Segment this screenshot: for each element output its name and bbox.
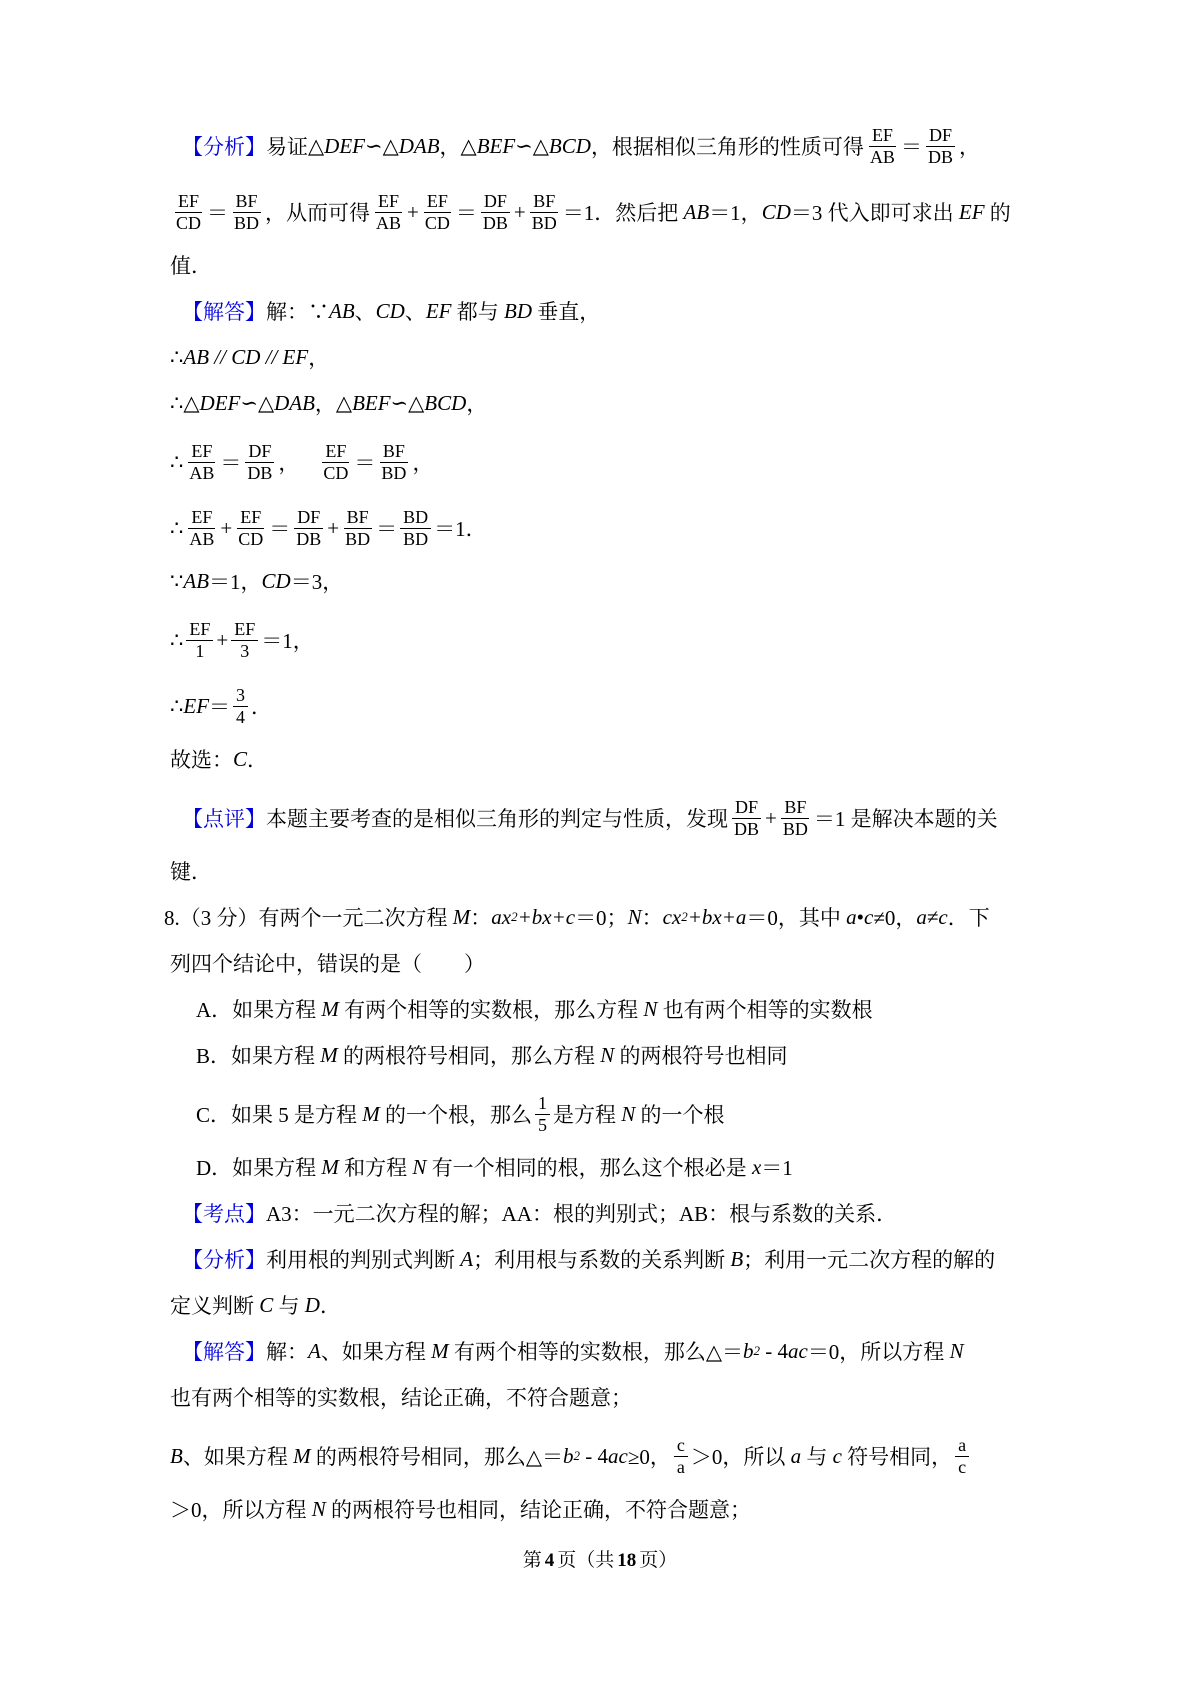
math-run: EF (958, 199, 985, 224)
doc-line (182, 790, 1086, 846)
section-tag: 【考点】 (182, 1202, 266, 1226)
text-run: ． (247, 748, 269, 772)
fraction-numerator: DF (481, 191, 510, 213)
text-run: ，根据相似三角形的性质可得 (590, 135, 864, 159)
fraction-numerator: BF (781, 797, 809, 819)
doc-line (170, 566, 1086, 596)
fraction-denominator: CD (176, 212, 202, 233)
fraction-denominator: 5 (538, 1114, 548, 1135)
math-run: CD (261, 568, 291, 593)
fraction-numerator: EF (188, 507, 215, 529)
text-run: ＝ (207, 201, 229, 225)
fraction (925, 125, 956, 167)
fraction (400, 507, 431, 549)
fraction (244, 441, 275, 483)
fraction (480, 191, 511, 233)
fraction (186, 507, 217, 549)
fraction-denominator: DB (247, 462, 273, 483)
text-run: ∴ (170, 344, 184, 369)
text-run: ： (641, 906, 663, 930)
math-run: ac (607, 1443, 628, 1468)
math-run: BD (504, 298, 532, 323)
math-run: M (431, 1338, 449, 1363)
fraction (674, 1435, 688, 1477)
fraction-numerator: 1 (535, 1093, 550, 1115)
fraction-numerator: EF (237, 507, 264, 529)
fraction-numerator: BF (344, 507, 372, 529)
section-tag: 【解答】 (182, 300, 266, 324)
bold-text: 18 (617, 1550, 637, 1571)
text-run: 有一个相同的根，那么这个根必是 (426, 1156, 752, 1180)
fraction (378, 441, 409, 483)
fraction-numerator: BD (400, 507, 431, 529)
fraction (186, 619, 213, 661)
fraction-denominator: BD (782, 818, 808, 839)
text-run: + (216, 627, 229, 652)
doc-line: 【解答】 解： A 、如果方程 M 有两个相等的实数根，那么△＝ b 2 - 4 ac ＝0，所以方程 N (182, 1336, 1086, 1366)
text-run: ， (314, 392, 336, 416)
text-run: ， (278, 451, 300, 475)
text-run: 的两根符号也相同 (614, 1044, 788, 1068)
fraction-denominator: DB (482, 212, 508, 233)
fraction-denominator: AB (869, 146, 895, 167)
text-run: - 4 (579, 1443, 608, 1468)
fraction (186, 441, 217, 483)
fraction-denominator: DB (927, 146, 953, 167)
text-run: ， (308, 346, 330, 370)
fraction-numerator: EF (186, 619, 213, 641)
text-run: 、如果方程 (182, 1445, 294, 1469)
fraction (422, 191, 453, 233)
text-run: ∵ (170, 568, 184, 593)
text-run: - 4 (759, 1338, 788, 1363)
fraction-denominator: DB (296, 528, 322, 549)
fraction-numerator: DF (294, 507, 323, 529)
fraction-numerator: EF (175, 191, 202, 213)
text-run: ， (466, 392, 488, 416)
text-run: ∴ (170, 515, 184, 540)
text-run: 易证 (266, 135, 308, 159)
fraction-numerator: BF (233, 191, 261, 213)
text-run: B．如果方程 (196, 1044, 321, 1068)
text-run: 页） (639, 1550, 678, 1571)
text-run: 也有两个相等的实数根，结论正确，不符合题意； (170, 1386, 632, 1410)
math-run: C (259, 1292, 274, 1317)
doc-line (196, 1040, 1086, 1070)
doc-line (170, 500, 1086, 556)
math-run: EF (183, 693, 210, 718)
doc-line (170, 678, 1086, 734)
fraction (231, 619, 258, 661)
math-run: b (742, 1338, 754, 1363)
text-run: ∴ (170, 693, 184, 718)
fraction-denominator: BD (531, 212, 557, 233)
fraction-denominator: a (676, 1456, 685, 1477)
text-run: ＝0； (575, 906, 628, 930)
text-run: ＝1， (209, 570, 262, 594)
fraction (780, 797, 811, 839)
math-run: N (311, 1496, 326, 1521)
text-run: A3：一元二次方程的解；AA：根的判别式；AB：根与系数的关系． (266, 1202, 898, 1226)
text-run: 利用根的判别式判断 (266, 1248, 461, 1272)
text-run: ＝ (900, 135, 922, 159)
doc-line (182, 1198, 1086, 1228)
text-run: 是方程 (553, 1103, 622, 1127)
text-run: ．下 (947, 906, 990, 930)
math-run: B (170, 1443, 183, 1468)
text-run: 值． (170, 254, 212, 278)
fraction (320, 441, 351, 483)
doc-line (170, 1382, 1086, 1412)
fraction-numerator: DF (926, 125, 955, 147)
text-run: 和方程 (338, 1156, 413, 1180)
fraction (867, 125, 898, 167)
text-run: 的 (984, 201, 1011, 225)
text-run: 都与 (451, 300, 504, 324)
fraction-denominator: CD (424, 212, 450, 233)
math-run: N (949, 1338, 964, 1363)
text-run: ∴ (170, 627, 184, 652)
fraction (373, 191, 404, 233)
math-run: △DEF∽△DAB (183, 390, 315, 415)
text-run: ＞0，所以方程 (170, 1498, 312, 1522)
page-footer (0, 1545, 1200, 1572)
section-tag: 【点评】 (182, 807, 266, 831)
bold-text: 4 (544, 1550, 555, 1571)
doc-line (170, 948, 1086, 978)
math-run: +bx+a (687, 904, 747, 929)
text-run: 、如果方程 (320, 1340, 432, 1364)
math-run: A (460, 1246, 474, 1271)
math-run: △BEF∽△BCD (460, 133, 591, 158)
doc-line (170, 612, 1086, 668)
text-run: + (220, 515, 233, 540)
text-run: 本题主要考查的是相似三角形的判定与性质，发现 (266, 807, 728, 831)
text-run: 解：∵ (266, 300, 329, 324)
math-run: AB (683, 199, 710, 224)
fraction (293, 507, 324, 549)
text-run: 有两个相等的实数根，那么方程 (338, 998, 644, 1022)
fraction (955, 1435, 969, 1477)
text-run: + (513, 199, 526, 224)
text-run: ＝1 是解决本题的关 (813, 807, 998, 831)
doc-line (170, 250, 1086, 280)
math-run: D (304, 1292, 320, 1317)
math-run: ac (787, 1338, 808, 1363)
math-run: M (320, 1042, 338, 1067)
text-run: 的两根符号相同，那么方程 (337, 1044, 601, 1068)
fraction-numerator: EF (424, 191, 451, 213)
math-run: N (621, 1101, 636, 1126)
text-run: C．如果 5 是方程 (196, 1103, 363, 1127)
fraction-numerator: BF (380, 441, 408, 463)
fraction (535, 1093, 550, 1135)
fraction-denominator: BD (234, 212, 260, 233)
text-run: 键． (170, 860, 212, 884)
fraction-denominator: CD (238, 528, 264, 549)
doc-line (170, 434, 1086, 490)
text-run: ；利用一元二次方程的解的 (743, 1248, 996, 1272)
fraction (231, 191, 262, 233)
text-run: 也有两个相等的实数根 (657, 998, 873, 1022)
text-run: 的两根符号也相同，结论正确，不符合题意； (325, 1498, 752, 1522)
text-run: 有两个相等的实数根，那么△＝ (448, 1340, 743, 1364)
text-run: 的两根符号相同，那么△＝ (310, 1445, 563, 1469)
math-run: b (562, 1443, 574, 1468)
fraction-denominator: AB (189, 462, 215, 483)
text-run: ， (412, 451, 434, 475)
fraction-denominator: 3 (240, 640, 250, 661)
math-run: N (600, 1042, 615, 1067)
text-run: ． (319, 1294, 341, 1318)
text-run: 与 (801, 1445, 833, 1469)
text-run: ＝ (209, 695, 231, 719)
math-run: CD (375, 298, 405, 323)
text-run: 解： (266, 1340, 308, 1364)
math-run: M (362, 1101, 380, 1126)
fraction-numerator: EF (322, 441, 349, 463)
text-run: ＝ (455, 201, 477, 225)
fraction-denominator: BD (403, 528, 429, 549)
text-run: ∴ (170, 449, 184, 474)
math-run: N (627, 904, 642, 929)
doc-line (182, 118, 1086, 174)
math-run: AB // CD // EF (183, 344, 309, 369)
doc-line (170, 342, 1086, 372)
text-run: + (327, 515, 340, 540)
math-run: a (790, 1443, 802, 1468)
text-run: ＝3 代入即可求出 (790, 201, 959, 225)
text-run: ＝1， (709, 201, 762, 225)
doc-line (170, 184, 1086, 240)
doc-line (170, 388, 1086, 418)
fraction-denominator: 4 (236, 706, 246, 727)
math-run: c (832, 1443, 842, 1468)
text-run: ＝0，所以方程 (807, 1340, 950, 1364)
fraction (233, 685, 248, 727)
text-run: 与 (273, 1294, 305, 1318)
text-run: ． (251, 695, 273, 719)
text-run: ≠0， (873, 906, 917, 930)
fraction-numerator: EF (188, 441, 215, 463)
fraction (529, 191, 560, 233)
text-run: 第 (522, 1550, 542, 1571)
doc-line (196, 994, 1086, 1024)
math-run: +bx+c (517, 904, 576, 929)
text-run: A．如果方程 (196, 998, 322, 1022)
doc-line (182, 296, 1086, 326)
math-run: M (321, 1154, 339, 1179)
text-run: ＝ (220, 451, 242, 475)
math-run: △DEF∽△DAB (308, 133, 440, 158)
doc-line (196, 1086, 1086, 1142)
math-run: EF (425, 298, 452, 323)
document-body (164, 118, 1086, 1540)
text-run: 的一个根 (635, 1103, 725, 1127)
text-run: ＝3， (290, 570, 344, 594)
doc-line (196, 1152, 1086, 1182)
fraction-numerator: 3 (233, 685, 248, 707)
doc-line (182, 1244, 1086, 1274)
doc-line (170, 744, 1086, 774)
math-run: N (412, 1154, 427, 1179)
math-run: M (293, 1443, 311, 1468)
fraction-denominator: 1 (195, 640, 205, 661)
text-run: ＝0，其中 (746, 906, 847, 930)
math-run: M (452, 904, 471, 929)
text-run: ＝1 (761, 1156, 793, 1180)
math-run: c (864, 904, 874, 929)
section-tag: 【分析】 (182, 135, 266, 159)
fraction-numerator: DF (245, 441, 274, 463)
text-run: D．如果方程 (196, 1156, 322, 1180)
math-run: cx (662, 904, 682, 929)
fraction-denominator: AB (376, 212, 402, 233)
math-run: C (233, 746, 248, 771)
section-tag: 【分析】 (182, 1248, 266, 1272)
math-run: AB (329, 298, 355, 323)
fraction-numerator: c (674, 1435, 688, 1457)
doc-line (170, 1290, 1086, 1320)
text-run: 、 (354, 300, 376, 324)
text-run: ，从而可得 (265, 201, 371, 225)
math-run: a (846, 904, 857, 929)
text-run: 列四个结论中，错误的是（ ） (170, 952, 485, 976)
fraction (235, 507, 266, 549)
fraction-denominator: CD (323, 462, 349, 483)
math-run: c (938, 904, 948, 929)
fraction-denominator: BD (381, 462, 407, 483)
text-run: ≥0， (627, 1445, 671, 1469)
text-run: ＝1．然后把 (562, 201, 684, 225)
math-run: M (321, 996, 339, 1021)
fraction-denominator: DB (734, 818, 760, 839)
text-run: ＝ (376, 517, 398, 541)
math-run: A (308, 1338, 321, 1363)
text-run: 故选： (170, 748, 233, 772)
text-run: ；利用根与系数的关系判断 (473, 1248, 731, 1272)
fraction-numerator: a (955, 1435, 969, 1457)
math-run: △BEF∽△BCD (335, 390, 467, 415)
fraction-numerator: BF (530, 191, 558, 213)
text-run: 、 (404, 300, 426, 324)
fraction-denominator: AB (189, 528, 215, 549)
math-run: B (730, 1246, 744, 1271)
text-run: ＝1． (434, 517, 487, 541)
text-run: ＝1， (261, 629, 314, 653)
text-run: 8.（3 分）有两个一元二次方程 (164, 906, 453, 930)
text-run: ： (470, 906, 492, 930)
math-run: N (643, 996, 658, 1021)
text-run: ＝ (269, 517, 291, 541)
fraction-numerator: DF (732, 797, 761, 819)
section-tag: 【解答】 (182, 1340, 266, 1364)
text-run: 符号相同， (841, 1445, 953, 1469)
math-run: a (916, 904, 927, 929)
doc-line (170, 1494, 1086, 1524)
doc-line (170, 856, 1086, 886)
text-run: ＞0，所以 (690, 1445, 791, 1469)
fraction-denominator: c (958, 1456, 967, 1477)
text-run: 定义判断 (170, 1294, 260, 1318)
fraction-numerator: EF (231, 619, 258, 641)
text-run: 垂直， (532, 300, 601, 324)
fraction (173, 191, 204, 233)
text-run: • (856, 904, 865, 929)
doc-line: 8.（3 分）有两个一元二次方程 M ： ax 2 +bx+c ＝0； N ： cx 2 +bx+a ＝0，其中 a • c ≠0， a ≠ c ．下 (164, 902, 1086, 932)
text-run: ， (439, 135, 461, 159)
fraction-numerator: EF (869, 125, 896, 147)
text-run: + (407, 199, 419, 224)
math-run: ax (491, 904, 512, 929)
text-run: 页（共 (557, 1550, 615, 1571)
text-run: 的一个根，那么 (379, 1103, 533, 1127)
text-run: ， (958, 135, 980, 159)
text-run: + (765, 805, 777, 830)
text-run: ＝ (354, 451, 376, 475)
doc-line: B 、如果方程 M 的两根符号相同，那么△＝ b 2 - 4 ac ≥0， $\frac{c}{a}$ ＞0，所以 a 与 c 符号相同， $\frac{a}{c}$ (170, 1428, 1086, 1484)
math-run: x (751, 1154, 762, 1179)
math-run: AB (183, 568, 210, 593)
text-run: ≠ (926, 904, 939, 929)
fraction (342, 507, 373, 549)
fraction (731, 797, 762, 839)
fraction-denominator: BD (345, 528, 371, 549)
fraction-numerator: EF (375, 191, 402, 213)
text-run: ∴ (170, 390, 184, 415)
math-run: CD (761, 199, 791, 224)
